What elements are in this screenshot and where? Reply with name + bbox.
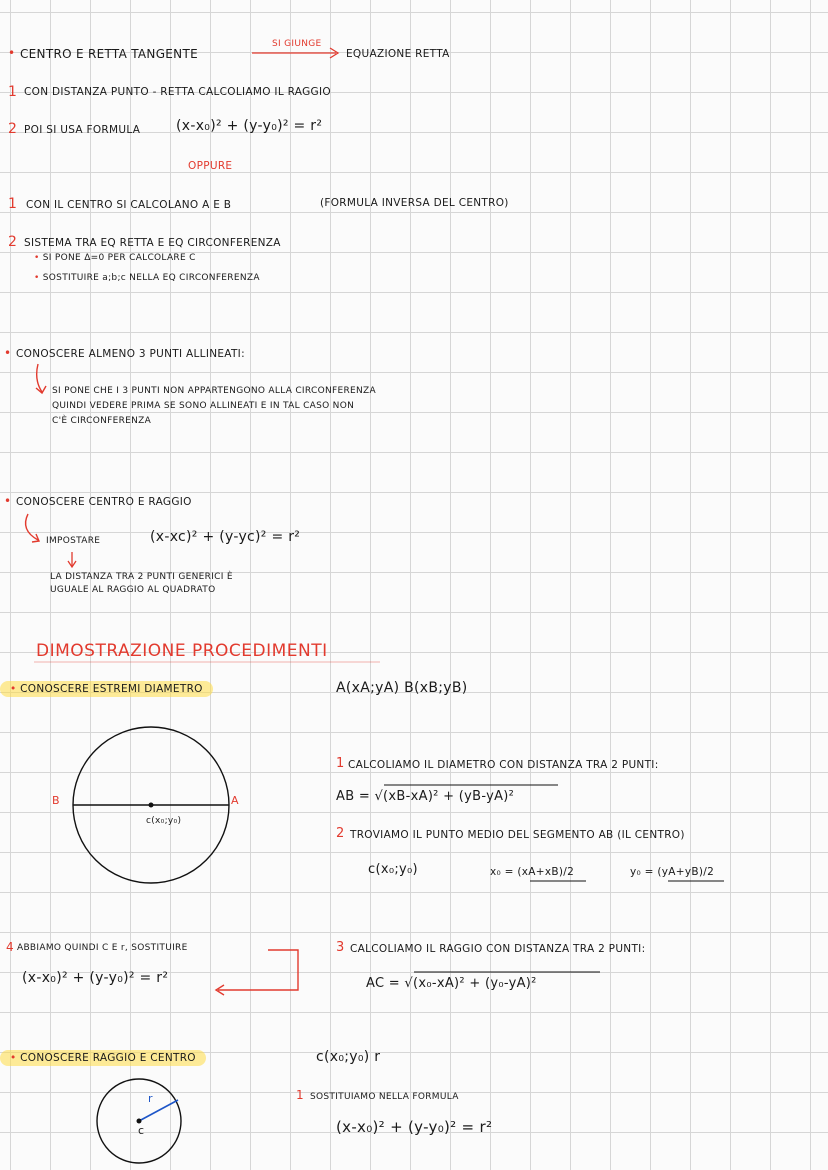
section1-step2-formula: (x-x₀)² + (y-y₀)² = r² [176,118,323,134]
sub2-text: SOSTITUIRE a;b;c NELLA EQ CIRCONFERENZA [42,273,260,283]
bullet-dot: • [4,346,12,360]
or-label: OPPURE [188,160,233,172]
giunge-arrow [252,48,338,58]
section3-set: IMPOSTARE [46,536,101,546]
diameter-heading: • CONOSCERE ESTREMI DIAMETRO [0,681,213,697]
step-number: 2 [8,234,18,250]
s4-bracket-arrow [216,950,298,995]
section5-heading: • CONOSCERE RAGGIO E CENTRO [0,1050,206,1066]
section2-arrow [36,364,46,393]
label-a: A [231,794,239,807]
section5-step1: SOSTITUIAMO NELLA FORMULA [310,1092,459,1102]
label-c: c [138,1124,145,1137]
arrow-label: SI GIUNGE [272,39,322,49]
demo-s2: TROVIAMO IL PUNTO MEDIO DEL SEGMENTO AB (IL CENTRO) [350,829,685,841]
demo-s2-center: c(x₀;y₀) [368,862,418,877]
step-number: 1 [296,1088,304,1102]
section2-line3: C'È CIRCONFERENZA [52,416,152,426]
demo-s4: ABBIAMO QUINDI C E r, SOSTITUIRE [17,943,188,953]
step-number: 3 [336,940,345,955]
section1-alt1-paren: (FORMULA INVERSA DEL CENTRO) [320,197,509,209]
section5-formula: (x-x₀)² + (y-y₀)² = r² [336,1118,493,1136]
diameter-circle [73,727,229,883]
bullet-dot: • [8,46,16,60]
section3-formula: (x-xc)² + (y-yc)² = r² [150,529,301,545]
demo-title: DIMOSTRAZIONE PROCEDIMENTI [36,641,328,661]
sub1-text: SI PONE Δ=0 PER CALCOLARE C [42,253,196,263]
demo-s2-x: x₀ = (xA+xB)/2 [490,866,575,878]
radius-circle [97,1079,181,1163]
demo-s3-formula: AC = √(x₀-xA)² + (y₀-yA)² [366,976,537,991]
step-number: 2 [336,826,345,841]
section1-result: EQUAZIONE RETTA [346,48,450,60]
section2-line2: QUINDI VEDERE PRIMA SE SONO ALLINEATI E IN TAL CASO NON [52,401,355,411]
step-number: 2 [8,121,18,137]
step-number: 1 [336,756,345,771]
section5-heading-text: CONOSCERE RAGGIO E CENTRO [20,1052,196,1064]
demo-s2-y: y₀ = (yA+yB)/2 [630,866,715,878]
section1-step1: CON DISTANZA PUNTO - RETTA CALCOLIAMO IL RAGGIO [24,86,331,98]
step-number: 1 [8,84,18,100]
section1-alt2-sub1: • SI PONE Δ=0 PER CALCOLARE C [34,253,196,263]
bullet-dot: • [4,494,12,508]
section2-heading: CONOSCERE ALMENO 3 PUNTI ALLINEATI: [16,348,245,360]
section1-alt2-sub2: • SOSTITUIRE a;b;c NELLA EQ CIRCONFERENZA [34,273,260,283]
diameter-points: A(xA;yA) B(xB;yB) [336,680,468,696]
section1-alt2: SISTEMA TRA EQ RETTA E EQ CIRCONFERENZA [24,237,281,249]
demo-s1: CALCOLIAMO IL DIAMETRO CON DISTANZA TRA 2 PUNTI: [348,759,659,771]
demo-s3: CALCOLIAMO IL RAGGIO CON DISTANZA TRA 2 PUNTI: [350,943,646,955]
diameter-heading-text: CONOSCERE ESTREMI DIAMETRO [20,683,203,695]
label-center: c(x₀;y₀) [146,816,182,826]
section3-heading: CONOSCERE CENTRO E RAGGIO [16,496,192,508]
section1-alt1: CON IL CENTRO SI CALCOLANO A E B [26,199,232,211]
section3-arrow [26,514,39,542]
label-r: r [148,1092,153,1105]
section1-step2: POI SI USA FORMULA [24,124,141,136]
label-b: B [52,794,60,807]
demo-s4-formula: (x-x₀)² + (y-y₀)² = r² [22,970,169,986]
section2-line1: SI PONE CHE I 3 PUNTI NON APPARTENGONO ALLA CIRCONFERENZA [52,386,376,396]
section3-note1: LA DISTANZA TRA 2 PUNTI GENERICI È [50,572,233,582]
step-number: 4 [6,940,14,954]
section3-note2: UGUALE AL RAGGIO AL QUADRATO [50,585,216,595]
section5-given: c(x₀;y₀) r [316,1049,381,1065]
step-number: 1 [8,196,18,212]
impostare-down-arrow [68,552,76,567]
demo-s1-formula: AB = √(xB-xA)² + (yB-yA)² [336,789,515,804]
section1-heading: CENTRO E RETTA TANGENTE [20,47,198,61]
